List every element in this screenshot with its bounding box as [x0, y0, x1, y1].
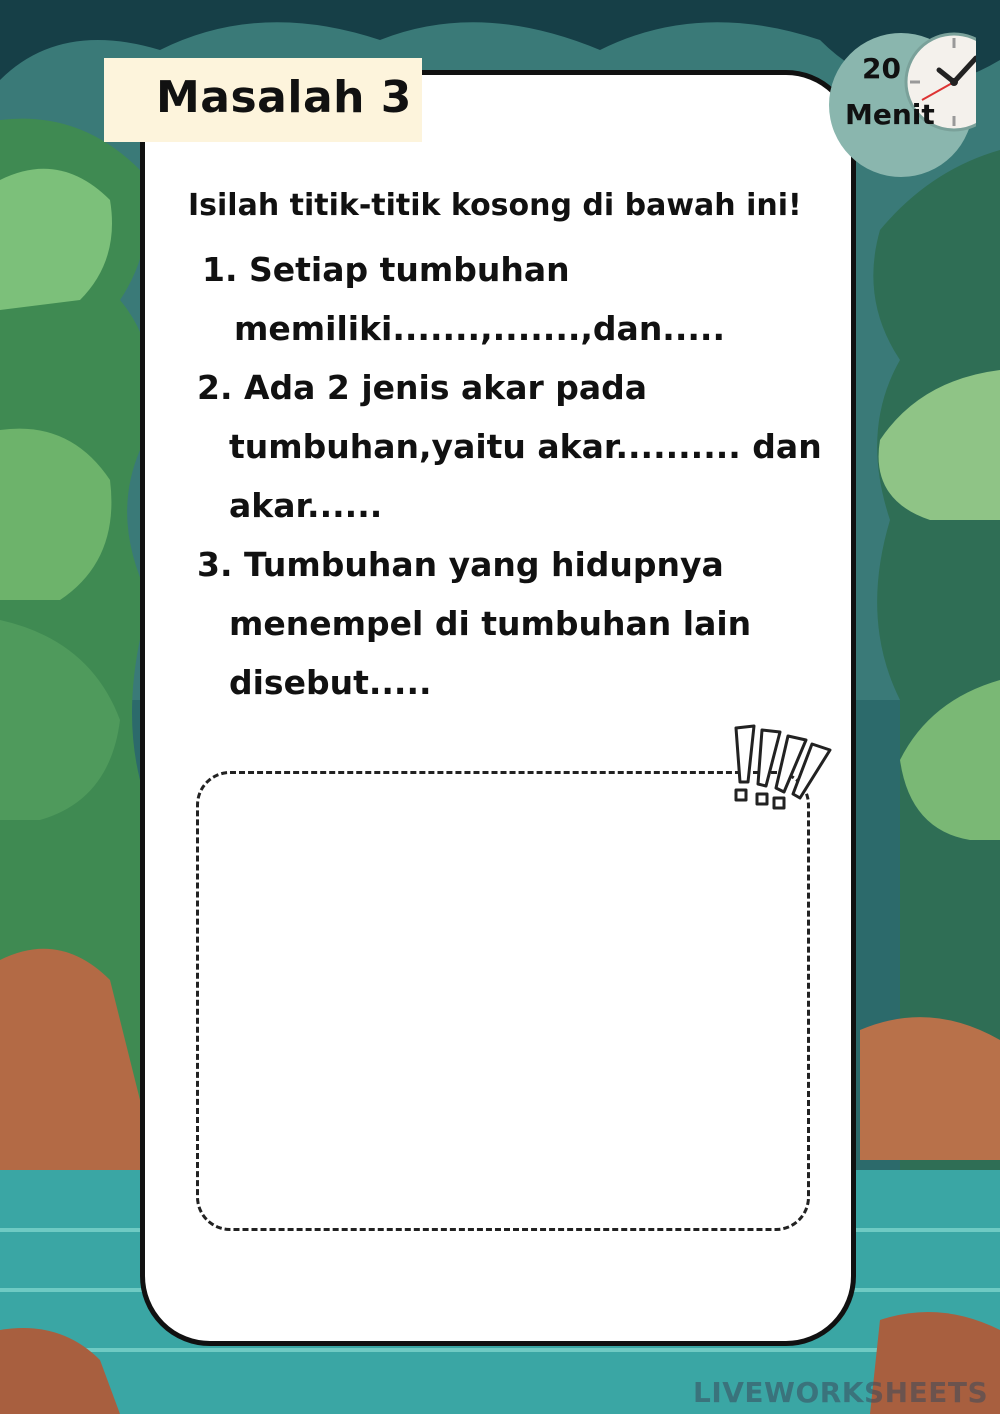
instruction-text: Isilah titik-titik kosong di bawah ini!	[188, 188, 802, 223]
question-1	[202, 240, 725, 358]
page-title: Masalah 3	[156, 72, 412, 123]
question-2-line1: 2. Ada 2 jenis akar pada	[197, 368, 648, 407]
timer-unit: Menit	[845, 98, 935, 131]
question-2	[197, 358, 822, 535]
question-2-line2: tumbuhan,yaitu akar.......... dan	[229, 427, 822, 466]
timer-minutes: 20	[862, 52, 901, 85]
watermark: LIVEWORKSHEETS	[693, 1376, 989, 1409]
answer-box[interactable]	[196, 771, 810, 1231]
question-1-line2: memiliki.......,.......,dan.....	[234, 309, 725, 348]
question-3-line1: 3. Tumbuhan yang hidupnya	[197, 545, 724, 584]
question-3-line3: disebut.....	[229, 663, 432, 702]
question-1-line1: 1. Setiap tumbuhan	[202, 250, 570, 289]
title-tag	[104, 58, 422, 142]
exclamation-marks-icon	[724, 720, 834, 815]
question-2-line3: akar......	[229, 486, 383, 525]
question-3-line2: menempel di tumbuhan lain	[229, 604, 752, 643]
question-3	[197, 535, 751, 712]
